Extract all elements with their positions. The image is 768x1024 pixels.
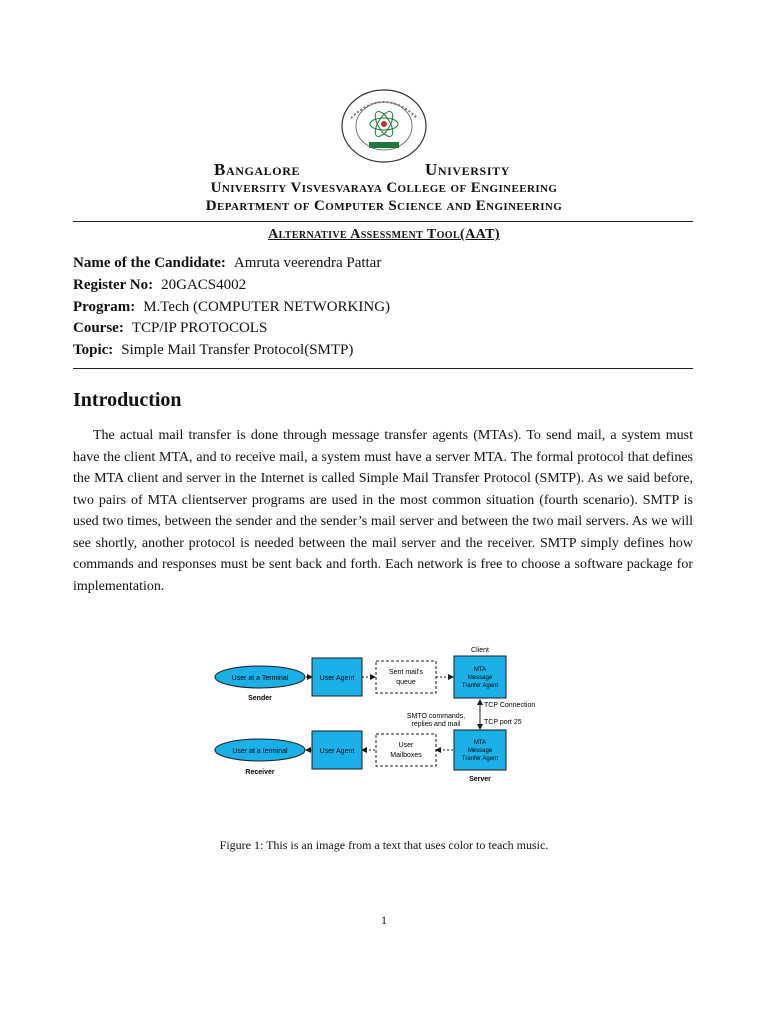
college-name: University Visvesvaraya College of Engineering — [210, 180, 558, 196]
field-candidate-name — [73, 255, 381, 272]
header-rule — [73, 221, 693, 222]
receiver-terminal-label: User at a terminal — [232, 748, 288, 755]
sender-label: Sender — [248, 695, 272, 702]
tcp-connection-label: TCP Connection — [484, 702, 536, 709]
queue-line1: Sent mail's — [388, 669, 424, 676]
client-label: Client — [471, 647, 489, 654]
section-heading: Introduction — [73, 389, 182, 411]
university-seal-logo — [339, 88, 429, 164]
mailbox-line2: Mailboxes — [390, 752, 422, 759]
tcp-port-label: TCP port 25 — [484, 719, 522, 726]
field-label: Program: — [73, 299, 136, 315]
field-label: Register No: — [73, 277, 154, 293]
queue-line2: queue — [396, 679, 416, 686]
field-value: Amruta veerendra Pattar — [233, 255, 382, 271]
mta-top-line1: MTA — [473, 667, 487, 673]
field-register-no — [73, 277, 246, 294]
field-value: 20GACS4002 — [161, 277, 247, 293]
field-label: Course: — [73, 320, 124, 336]
figure-caption: Figure 1: This is an image from a text that uses color to teach music. — [219, 838, 549, 852]
smtp-diagram — [210, 643, 550, 785]
fields-rule — [73, 368, 693, 369]
server-label: Server — [469, 776, 491, 783]
sender-terminal-label: User at a Terminal — [231, 675, 289, 682]
field-program — [73, 299, 390, 316]
smtp-commands-line2: replies and mail — [411, 721, 461, 728]
mta-bottom-line3: Tranfer Agent — [461, 756, 499, 762]
university-word-1: Bangalore — [214, 160, 301, 179]
user-agent-top-label: User Agent — [319, 675, 355, 682]
university-word-2: University — [425, 160, 510, 179]
mta-top-line2: Message — [467, 675, 493, 681]
field-label: Topic: — [73, 342, 114, 358]
field-course — [73, 320, 267, 337]
field-value: TCP/IP PROTOCOLS — [131, 320, 268, 336]
mta-bottom-line1: MTA — [473, 740, 487, 746]
mailbox-line1: User — [398, 742, 414, 749]
receiver-label: Receiver — [245, 769, 275, 776]
page-number: 1 — [381, 913, 387, 927]
assessment-title: Alternative Assessment Tool(AAT) — [268, 227, 500, 242]
field-value: Simple Mail Transfer Protocol(SMTP) — [121, 342, 354, 358]
mta-top-line3: Tranfer Agent — [461, 683, 499, 689]
field-value: M.Tech (COMPUTER NETWORKING) — [143, 299, 391, 315]
user-mailboxes-box — [376, 734, 436, 766]
department-name: Department of Computer Science and Engineering — [205, 198, 563, 214]
smtp-commands-line1: SMTO commands, — [406, 713, 466, 720]
intro-paragraph: The actual mail transfer is done through message transfer agents (MTAs). To send mail, a system must have the client MTA, and to receive mail, a system must have a server MTA. The formal protocol that defines the MTA client and server in the Internet is called Simple Mail Transfer Protocol (SMTP). As we said before, two pairs of MTA clientserver programs are used in the most common situation (fourth scenario). SMTP is used two times, between the sender and the sender’s mail server and between the two mail servers. As we will see shortly, another protocol is needed between the mail server and the receiver. SMTP simply defines how commands and responses must be sent back and forth. Each network is free to choose a software package for implementation. — [73, 428, 693, 594]
user-agent-bottom-label: User Agent — [319, 748, 355, 755]
sent-mail-queue-box — [376, 661, 436, 693]
field-label: Name of the Candidate: — [73, 255, 226, 271]
field-topic — [73, 342, 353, 359]
mta-bottom-line2: Message — [467, 748, 493, 754]
